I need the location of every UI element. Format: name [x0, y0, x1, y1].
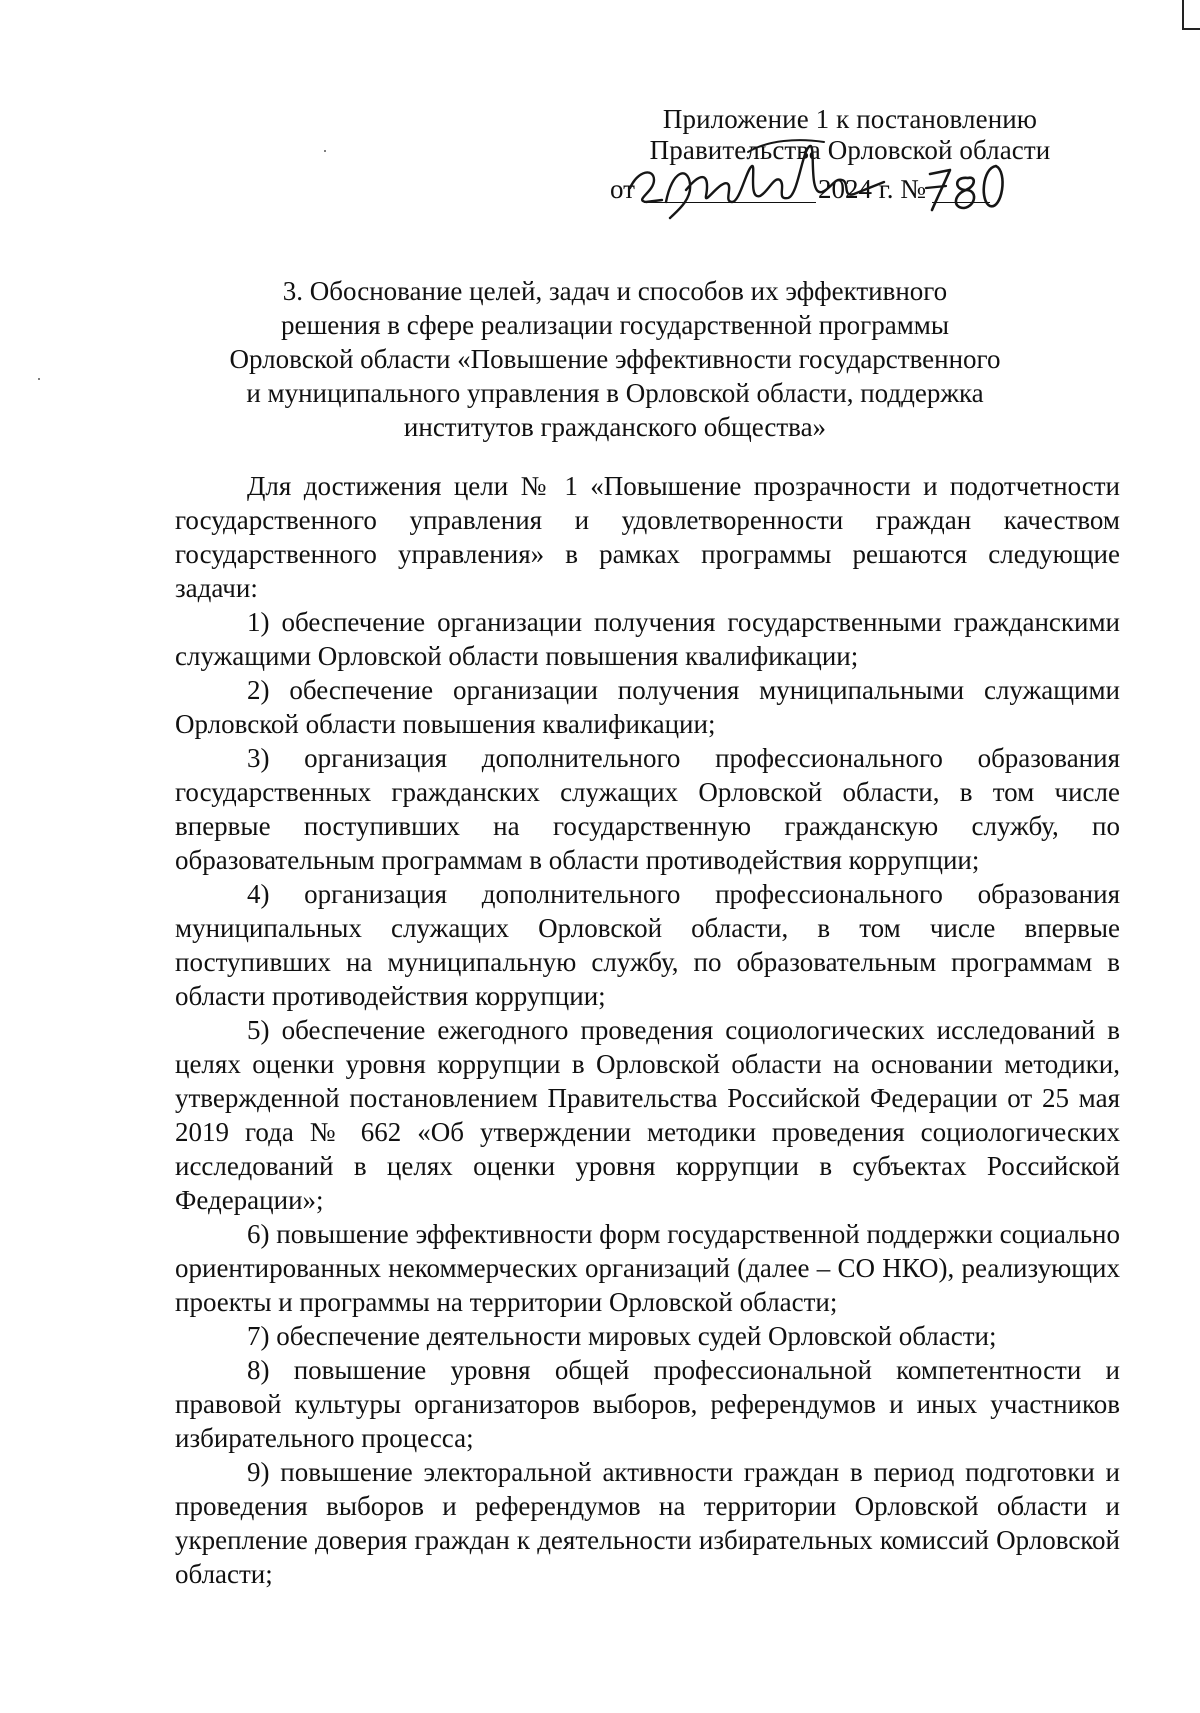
body-text	[175, 469, 1120, 1591]
date-prefix: от	[610, 174, 635, 204]
title-line: 3. Обоснование целей, задач и способов их эффективного	[282, 276, 948, 306]
title-line: и муниципального управления в Орловской области, поддержка	[246, 378, 984, 408]
handwritten-date-signature	[628, 130, 888, 220]
section-title	[170, 274, 1060, 444]
title-line: решения в сфере реализации государственной программы	[280, 310, 950, 340]
handwritten-decree-number	[924, 156, 1010, 216]
task-item-6: 6) повышение эффективности форм государственной поддержки социально ориентированных некоммерческих организаций (далее – СО НКО), реализующих проекты и программы на территории Орловской области;	[175, 1219, 1120, 1317]
decree-year-label: 2024 г. №	[818, 174, 927, 204]
task-item-3: 3) организация дополнительного профессионального образования государственных гражданских служащих Орловской области, в том числе впервые поступивших на государственную гражданскую службу, по образовательным программам в области противодействия коррупции;	[175, 743, 1120, 875]
title-line: институтов гражданского общества»	[403, 412, 827, 442]
scan-speck	[324, 150, 326, 152]
task-item-5: 5) обеспечение ежегодного проведения социологических исследований в целях оценки уровня коррупции в Орловской области на основании методики, утвержденной постановлением Правительства Российской Федерации от 25 мая 2019 года № 662 «Об утверждении методики проведения социологических исследований в целях оценки уровня коррупции в субъектах Российской Федерации»;	[175, 1015, 1120, 1215]
scan-speck	[38, 378, 40, 380]
scan-corner-mark	[1182, 0, 1200, 30]
annex-line-2: Правительства Орловской области	[649, 135, 1051, 165]
annex-line-1: Приложение 1 к постановлению	[662, 104, 1038, 134]
task-item-1: 1) обеспечение организации получения государственными гражданскими служащими Орловской области повышения квалификации;	[175, 607, 1120, 671]
task-item-8: 8) повышение уровня общей профессиональной компетентности и правовой культуры организаторов выборов, референдумов и иных участников избирательного процесса;	[175, 1355, 1120, 1453]
task-item-9: 9) повышение электоральной активности граждан в период подготовки и проведения выборов и референдумов на территории Орловской области и укрепление доверия граждан к деятельности избирательных комиссий Орловской области;	[175, 1457, 1120, 1589]
task-item-7: 7) обеспечение деятельности мировых судей Орловской области;	[247, 1321, 997, 1351]
task-item-2: 2) обеспечение организации получения муниципальными служащими Орловской области повышения квалификации;	[175, 675, 1120, 739]
task-item-4: 4) организация дополнительного профессионального образования муниципальных служащих Орловской области, в том числе впервые поступивших на муниципальную службу, по образовательным программам в области противодействия коррупции;	[175, 879, 1120, 1011]
intro-paragraph: Для достижения цели № 1 «Повышение прозрачности и подотчетности государственного управления и удовлетворенности граждан качеством государственного управления» в рамках программы решаются следующие задачи:	[175, 471, 1120, 603]
title-line: Орловской области «Повышение эффективности государственного	[229, 344, 1001, 374]
